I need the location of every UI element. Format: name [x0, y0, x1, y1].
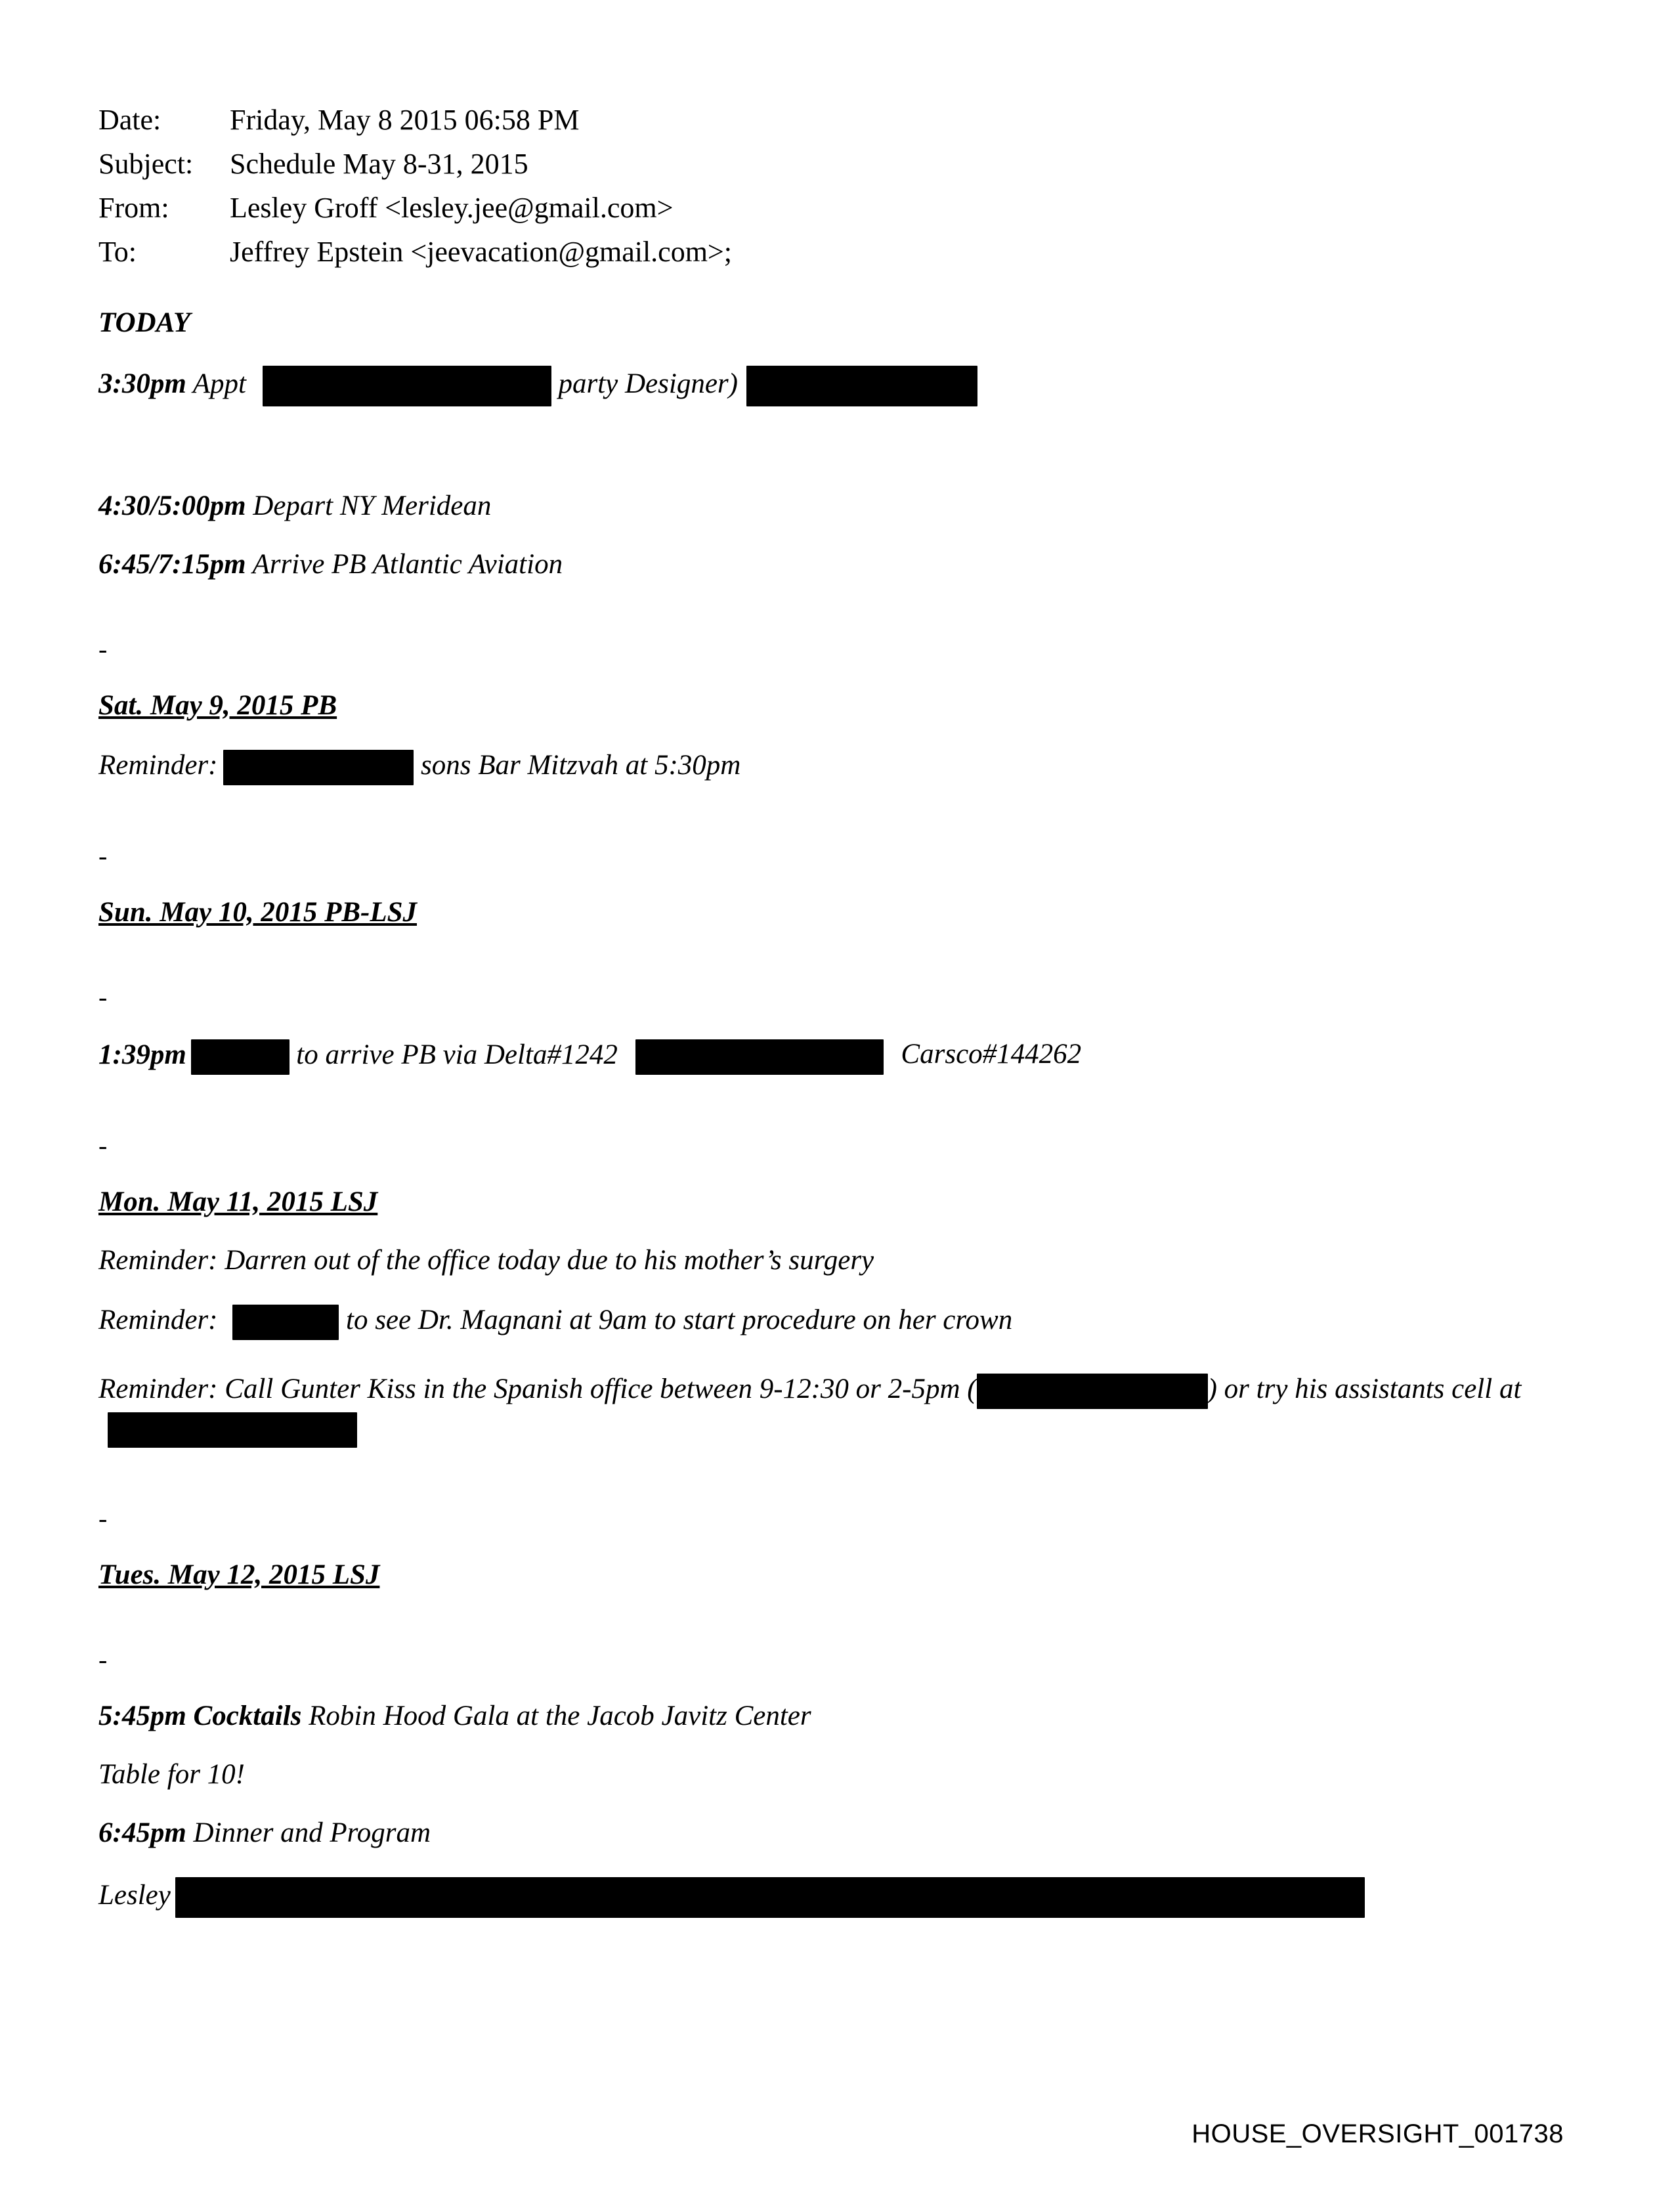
redaction-bar — [635, 1039, 884, 1075]
day-heading-monday: Mon. May 11, 2015 LSJ — [98, 1186, 378, 1217]
entry-dinner — [98, 1819, 1562, 1847]
entry-sat-reminder-text: sons Bar Mitzvah at 5:30pm — [421, 749, 741, 781]
header-row-to — [98, 230, 1562, 274]
entry-mon-reminder-3-a: Reminder: Call Gunter Kiss in the Spanish office between 9-12:30 or 2-5pm ( — [98, 1373, 977, 1404]
signature-line — [98, 1877, 1562, 1918]
entry-appointment — [98, 366, 1562, 406]
header-row-from — [98, 186, 1562, 230]
entry-sun-text-mid: to arrive PB via Delta#1242 — [296, 1039, 618, 1070]
redaction-bar — [746, 366, 977, 406]
spacer — [98, 957, 1562, 984]
redaction-bar — [223, 750, 414, 785]
header-value-date: Friday, May 8 2015 06:58 PM — [230, 104, 580, 136]
day-heading-tuesday: Tues. May 12, 2015 LSJ — [98, 1559, 380, 1590]
schedule-body — [98, 309, 1562, 1918]
entry-dinner-text: Dinner and Program — [193, 1817, 431, 1848]
spacer — [98, 609, 1562, 636]
separator-dash: - — [98, 1130, 108, 1160]
spacer — [98, 1478, 1562, 1506]
separator-dash: - — [98, 1644, 108, 1674]
spacer — [98, 815, 1562, 843]
email-header — [98, 98, 1562, 274]
header-label-from: From: — [98, 191, 169, 224]
day-heading-saturday: Sat. May 9, 2015 PB — [98, 689, 337, 721]
entry-mon-reminder-2 — [98, 1305, 1562, 1340]
day-heading-sunday: Sun. May 10, 2015 PB-LSJ — [98, 896, 418, 928]
redaction-bar — [175, 1877, 1365, 1918]
entry-tues-time: 5:45pm Cocktails — [98, 1700, 302, 1731]
entry-sat-reminder — [98, 750, 1562, 785]
entry-sun-text-end: Carsco#144262 — [901, 1039, 1082, 1070]
header-row-subject — [98, 142, 1562, 186]
redaction-bar — [263, 366, 551, 406]
entry-sun-arrival — [98, 1039, 1562, 1075]
entry-tues-text: Robin Hood Gala at the Jacob Javitz Center — [309, 1700, 811, 1731]
spacer — [98, 437, 1562, 492]
separator-dash: - — [98, 1503, 108, 1533]
spacer — [98, 1105, 1562, 1133]
separator-dash: - — [98, 840, 108, 871]
separator-dash: - — [98, 982, 108, 1012]
entry-mon-reminder-3 — [98, 1370, 1562, 1448]
header-row-date — [98, 98, 1562, 142]
signature-name: Lesley — [98, 1879, 171, 1911]
entry-dinner-time: 6:45pm — [98, 1817, 186, 1848]
today-heading: TODAY — [98, 307, 191, 338]
entry-sun-time: 1:39pm — [98, 1039, 186, 1070]
entry-mon-reminder-1: Reminder: Darren out of the office today due to his mother’s surgery — [98, 1244, 874, 1276]
header-label-date: Date: — [98, 104, 161, 136]
redaction-bar — [977, 1374, 1208, 1409]
entry-depart — [98, 492, 1562, 520]
header-value-from: Lesley Groff <lesley.jee@gmail.com> — [230, 191, 674, 224]
entry-appointment-time: 3:30pm — [98, 368, 186, 399]
redaction-bar — [108, 1412, 357, 1448]
entry-depart-time: 4:30/5:00pm — [98, 490, 246, 521]
redaction-bar — [232, 1305, 339, 1340]
entry-mon-reminder-2-text: to see Dr. Magnani at 9am to start procedure on her crown — [346, 1304, 1013, 1335]
header-label-subject: Subject: — [98, 147, 194, 180]
entry-appointment-text-mid: party Designer) — [558, 368, 738, 399]
entry-mon-reminder-2-label: Reminder: — [98, 1304, 218, 1335]
entry-tues-cocktails — [98, 1702, 1562, 1730]
entry-arrive-text: Arrive PB Atlantic Aviation — [252, 548, 563, 580]
entry-appointment-text: Appt — [192, 368, 246, 399]
entry-tues-table: Table for 10! — [98, 1758, 245, 1790]
header-value-to: Jeffrey Epstein <jeevacation@gmail.com>; — [230, 235, 732, 268]
bates-stamp: HOUSE_OVERSIGHT_001738 — [1191, 2119, 1564, 2148]
entry-sat-reminder-label: Reminder: — [98, 749, 218, 781]
entry-arrive — [98, 550, 1562, 578]
spacer — [98, 1619, 1562, 1647]
redaction-bar — [191, 1039, 290, 1075]
entry-arrive-time: 6:45/7:15pm — [98, 548, 246, 580]
separator-dash: - — [98, 634, 108, 664]
entry-mon-reminder-3-b: ) or try his assistants cell at — [1207, 1373, 1522, 1404]
header-label-to: To: — [98, 235, 137, 268]
header-value-subject: Schedule May 8-31, 2015 — [230, 147, 528, 180]
entry-depart-text: Depart NY Meridean — [253, 490, 492, 521]
